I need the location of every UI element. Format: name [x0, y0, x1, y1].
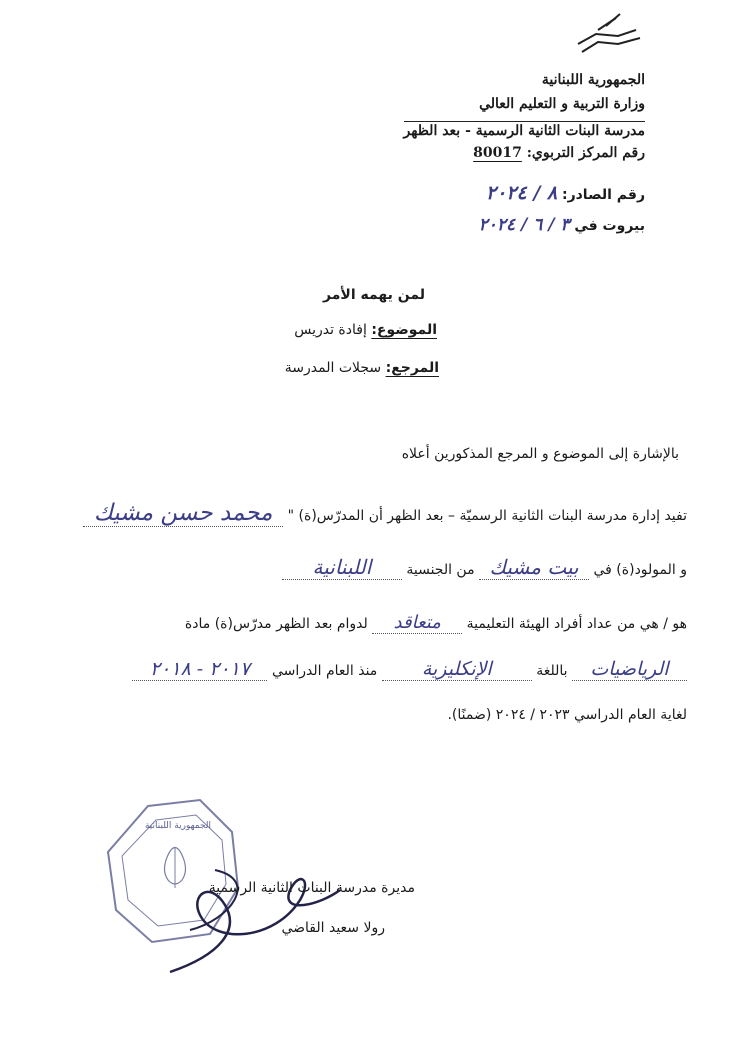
outgoing-value: ٨ / ٢٠٢٤ [485, 182, 558, 204]
contract-type: متعاقد [372, 612, 462, 634]
birthplace: بيت مشيك [479, 555, 589, 580]
stamp-text: الجمهورية اللبنانية [144, 821, 212, 831]
reference-value: سجلات المدرسة [284, 360, 382, 376]
start-year: ٢٠١٧ - ٢٠١٨ [132, 658, 267, 681]
line3-prefix: هو / هي من عداد أفراد الهيئة التعليمية [466, 616, 687, 632]
line1-text: تفيد إدارة مدرسة البنات الثانية الرسميّة – بعد الظهر أن المدرّس(ة) " [287, 508, 687, 524]
nationality: اللبنانية [282, 555, 402, 580]
teacher-name: محمد حسن مشيك [83, 500, 283, 527]
subject-taught: الرياضيات [572, 658, 687, 681]
line2-prefix: و المولود(ة) في [593, 562, 687, 578]
language: الإنكليزية [382, 658, 532, 681]
date-label: بيروت في [574, 218, 645, 234]
line2-mid: من الجنسية [406, 562, 475, 578]
date-value: ٣ / ٦ / ٢٠٢٤ [478, 215, 570, 235]
outgoing-label: رقم الصادر: [561, 187, 645, 203]
center-number: 80017 [473, 145, 522, 161]
signatory-title: مديرة مدرسة البنات الثانية الرسمية [208, 880, 415, 896]
subject-value: إفادة تدريس [294, 322, 367, 338]
reference-label: المرجع: [385, 360, 439, 376]
language-label: باللغة [536, 663, 568, 679]
school-heading: مدرسة البنات الثانية الرسمية - بعد الظهر [403, 123, 645, 139]
addressee: لمن يهمه الأمر [323, 287, 425, 303]
closing-line: لغاية العام الدراسي ٢٠٢٣ / ٢٠٢٤ (ضمنًا). [447, 707, 687, 723]
center-label: رقم المركز التربوي: [526, 145, 645, 161]
since-label: منذ العام الدراسي [271, 663, 378, 679]
intro-text: بالإشارة إلى الموضوع و المرجع المذكورين أعلاه [401, 446, 679, 462]
republic-heading: الجمهورية اللبنانية [541, 72, 645, 88]
line3-suffix: لدوام بعد الظهر مدرّس(ة) مادة [184, 616, 368, 632]
signatory-name: رولا سعيد القاضي [281, 920, 385, 936]
ministry-heading: وزارة التربية و التعليم العالي [479, 96, 645, 112]
subject-label: الموضوع: [371, 322, 437, 338]
